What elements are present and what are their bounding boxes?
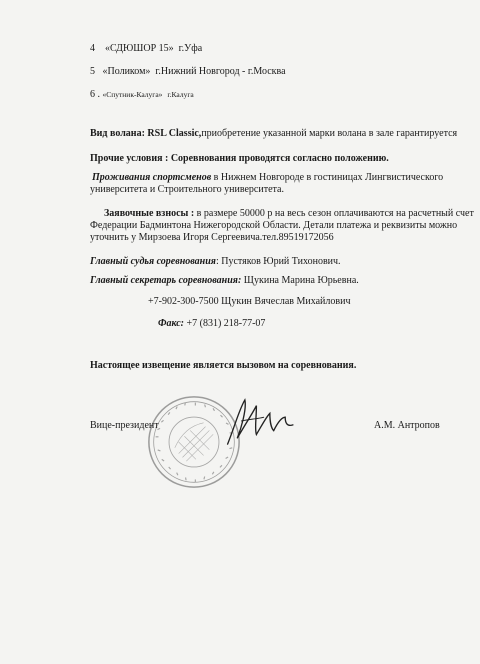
housing-line-2 — [90, 184, 284, 196]
list-number: 5 — [90, 66, 95, 77]
housing-text-2: университета и Строительного университета. — [90, 184, 284, 195]
list-number: 4 — [90, 43, 95, 54]
list-org: «СДЮШОР 15» — [105, 43, 174, 54]
judge-line — [90, 256, 341, 268]
list-city: г.Калуга — [167, 90, 194, 99]
vice-president-label — [90, 420, 159, 432]
fees-label: Заявочные взносы : — [104, 208, 195, 219]
housing-label: Проживания спортсменов — [92, 172, 212, 183]
list-item — [90, 43, 202, 55]
notice-text: Настоящее извещение является вызовом на соревнования. — [90, 360, 357, 371]
secretary-line — [90, 275, 359, 287]
shuttle-brand: RSL Classic, — [147, 128, 202, 139]
fees-text-3: уточнить у Мирзоева Игоря Сергеевича.тел.89519172056 — [90, 232, 334, 243]
fees-text-2: Федерации Бадминтона Нижегородской Области. Детали платежа и реквизиты можно — [90, 220, 458, 231]
list-item — [90, 89, 194, 101]
phone-line — [148, 296, 350, 308]
housing-text-1: в Нижнем Новгороде в гостиницах Лингвистического — [211, 172, 444, 183]
notice-line — [90, 360, 356, 372]
shuttle-line — [90, 128, 457, 140]
fees-line-1 — [104, 208, 474, 220]
list-org: «Поликом» — [102, 66, 151, 77]
judge-text: : Пустяков Юрий Тихонович. — [215, 256, 341, 267]
secretary-text: Щукина Марина Юрьевна. — [241, 275, 359, 286]
other-conditions-line — [90, 153, 389, 165]
fax-text: +7 (831) 218-77-07 — [183, 318, 266, 329]
vp-name: А.М. Антропов — [374, 420, 440, 431]
other-text: Соревнования проводятся согласно положению. — [168, 153, 389, 164]
fax-line — [158, 318, 265, 330]
list-city: г.Нижний Новгород - г.Москва — [155, 66, 286, 77]
judge-label: Главный судья соревнования — [90, 256, 216, 267]
vice-president-name — [374, 420, 440, 432]
list-number: 6 . — [90, 89, 100, 100]
list-city: г.Уфа — [178, 43, 203, 54]
shuttle-text: приобретение указанной марки волана в зале гарантируется — [201, 128, 458, 139]
list-org: «Спутник-Калуга» — [102, 90, 163, 99]
fees-line-2 — [90, 220, 457, 232]
other-label: Прочие условия : — [90, 153, 169, 164]
fees-line-3 — [90, 232, 334, 244]
housing-line-1 — [92, 172, 443, 184]
signature — [218, 396, 314, 448]
phone-text: +7-902-300-7500 Щукин Вячеслав Михайлович — [148, 296, 351, 307]
list-item — [90, 66, 286, 78]
fax-label: Факс: — [158, 318, 184, 329]
shuttle-label: Вид волана: — [90, 128, 145, 139]
fees-text-1: в размере 50000 р на весь сезон оплачиваются на расчетный счет — [194, 208, 474, 219]
secretary-label: Главный секретарь соревнования: — [90, 275, 242, 286]
vp-label: Вице-президент — [90, 420, 159, 431]
